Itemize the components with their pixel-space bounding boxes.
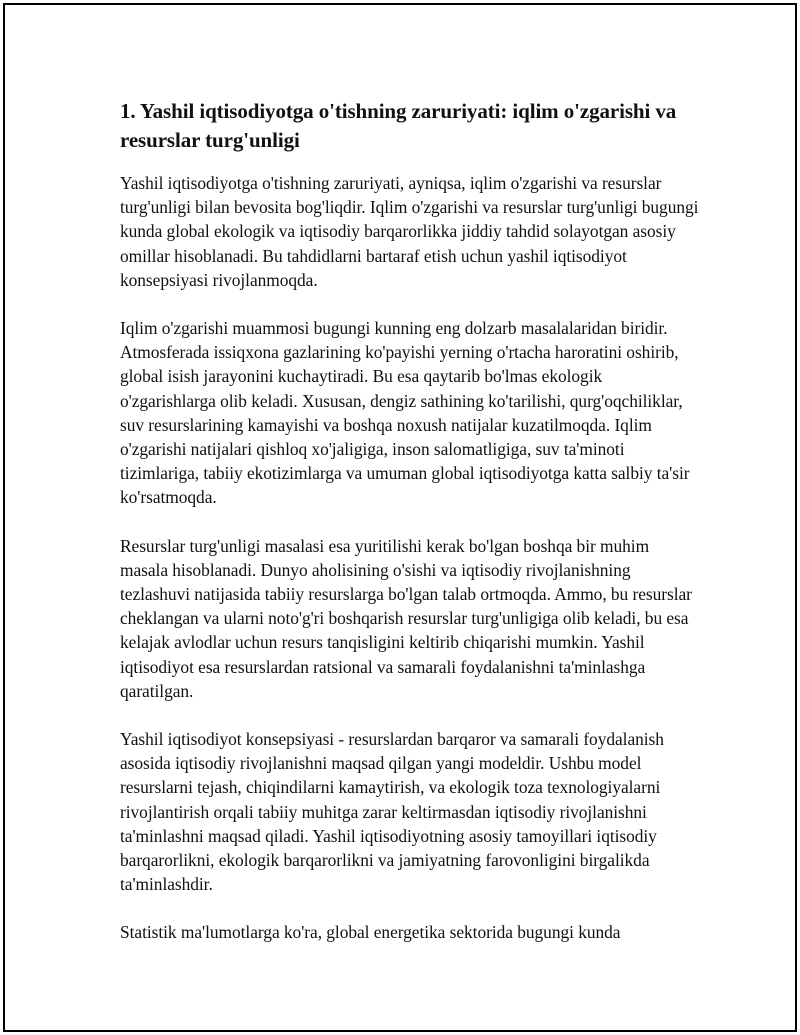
paragraph: Statistik ma'lumotlarga ko'ra, global energetika sektorida bugungi kunda: [120, 922, 621, 943]
paragraph: Yashil iqtisodiyotga o'tishning zaruriyati, ayniqsa, iqlim o'zgarishi va resurslar turg'unligi bilan bevosita bog'liqdir. Iqlim o'zgarishi va resurslar turg'unligi bugungi kunda global ekologik va iqtisodiy barqarorlikka jiddiy tahdid solayotgan asosiy omillar hisoblanadi. Bu tahdidlarni bartaraf etish uchun yashil iqtisodiyot konsepsiyasi rivojlanmoqda.: [120, 173, 699, 290]
paragraph: Yashil iqtisodiyot konsepsiyasi - resurslardan barqaror va samarali foydalanish asosida iqtisodiy rivojlanishni maqsad qilgan yangi modeldir. Ushbu model resurslarni tejash, chiqindilarni kamaytirish, va ekologik toza texnologiyalarni rivojlantirish orqali tabiiy muhitga zarar keltirmasdan iqtisodiy rivojlanishni ta'minlashni maqsad qiladi. Yashil iqtisodiyotning asosiy tamoyillari iqtisodiy barqarorlikni, ekologik barqarorlikni va jamiyatning farovonligini birgalikda ta'minlashdir.: [120, 729, 664, 895]
section-heading: 1. Yashil iqtisodiyotga o'tishning zaruriyati: iqlim o'zgarishi va resurslar turg'unligi: [120, 99, 677, 152]
paragraph: Resurslar turg'unligi masalasi esa yuritilishi kerak bo'lgan boshqa bir muhim masala hisoblanadi. Dunyo aholisining o'sishi va iqtisodiy rivojlanishning tezlashuvi natijasida tabiiy resurslarga bo'lgan talab ortmoqda. Ammo, bu resurslar cheklangan va ularni noto'g'ri boshqarish resurslar turg'unligiga olib keladi, bu esa kelajak avlodlar uchun resurs tanqisligini keltirib chiqarishi mumkin. Yashil iqtisodiyot esa resurslardan ratsional va samarali foydalanishni ta'minlashga qaratilgan.: [120, 535, 692, 701]
document-body: [120, 97, 700, 969]
paragraph: Iqlim o'zgarishi muammosi bugungi kunning eng dolzarb masalalaridan biridir. Atmosferada issiqxona gazlarining ko'payishi yerning o'rtacha haroratini oshirib, global isish jarayonini kuchaytiradi. Bu esa qaytarib bo'lmas ekologik o'zgarishlarga olib keladi. Xususan, dengiz sathining ko'tarilishi, qurg'oqchiliklar, suv resurslarining kamayishi va boshqa noxush natijalar kuzatilmoqda. Iqlim o'zgarishi natijalari qishloq xo'jaligiga, inson salomatligiga, suv ta'minoti tizimlariga, tabiiy ekotizimlarga va umuman global iqtisodiyotga katta salbiy ta'sir ko'rsatmoqda.: [120, 318, 690, 508]
document-page: [3, 3, 797, 1032]
